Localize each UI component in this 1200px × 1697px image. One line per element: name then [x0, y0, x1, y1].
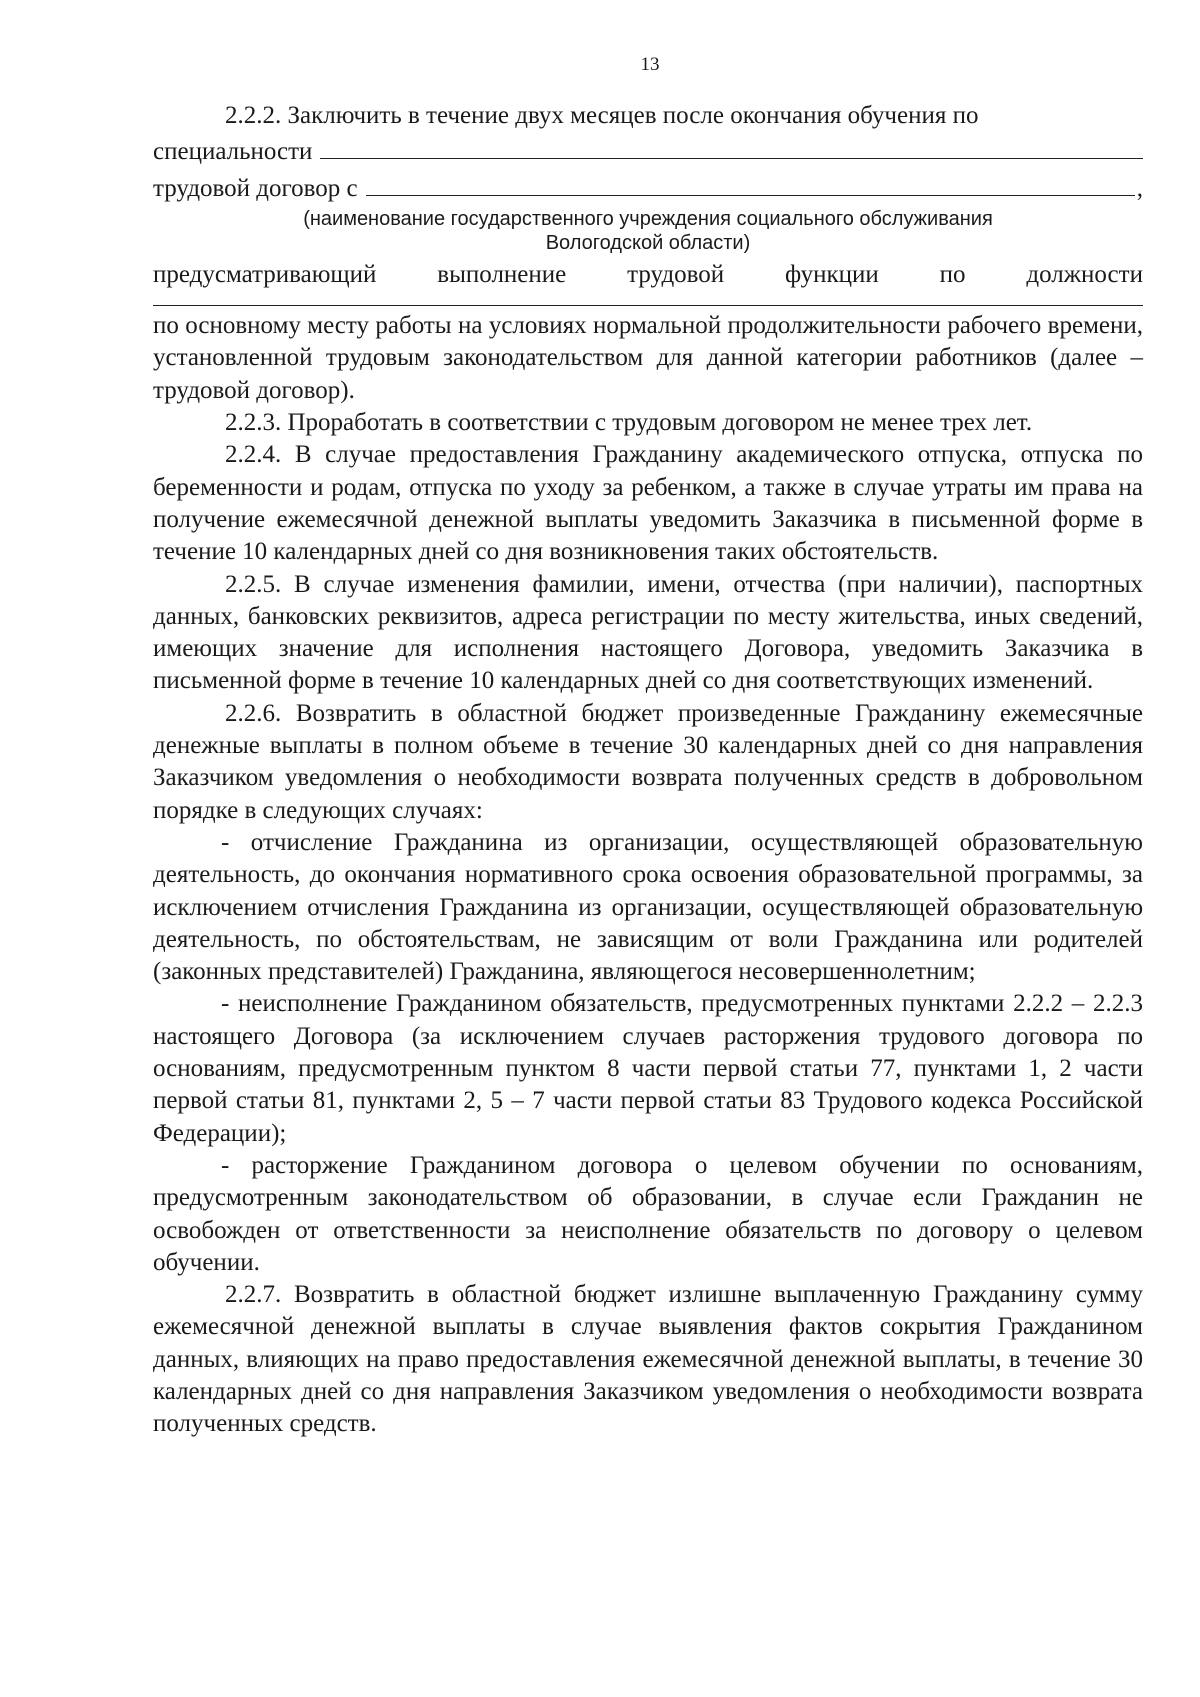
- contract-label: трудовой договор с: [153, 174, 358, 202]
- document-body: [153, 100, 1143, 1441]
- clause-2-2-6: 2.2.6. Возвратить в областной бюджет произведенные Гражданину ежемесячные денежные выплаты в полном объеме в течение 30 календарных дней со дня направления Заказчиком уведомления о необходимости возврата полученных средств в добровольном порядке в следующих случаях:: [153, 699, 1143, 824]
- clause-2-2-5: 2.2.5. В случае изменения фамилии, имени, отчества (при наличии), паспортных данных, банковских реквизитов, адреса регистрации по месту жительства, иных сведений, имеющих значение для исполнения настоящего Договора, уведомить Заказчика в письменной форме в течение 10 календарных дней со дня соответствующих изменений.: [153, 570, 1143, 695]
- specialty-label: специальности: [153, 138, 313, 166]
- position-word: предусматривающий: [153, 260, 377, 288]
- clause-2-2-3: 2.2.3. Проработать в соответствии с трудовым договором не менее трех лет.: [225, 409, 1033, 437]
- position-word: по: [939, 260, 966, 288]
- position-blank-line: [153, 291, 1143, 306]
- contract-row: [153, 169, 1143, 205]
- position-word: трудовой: [627, 260, 725, 288]
- specialty-row: [153, 132, 1143, 168]
- position-word: выполнение: [437, 260, 567, 288]
- position-row: [153, 259, 1143, 291]
- clause-2-2-2-lead: 2.2.2. Заключить в течение двух месяцев после окончания обучения по: [225, 102, 979, 129]
- institution-caption-text: (наименование государственного учреждения социального обслуживания Вологодской области): [303, 207, 993, 254]
- page-number: 13: [640, 54, 660, 75]
- contract-comma: ,: [1136, 174, 1143, 202]
- clause-2-2-6-case-expulsion: - отчисление Гражданина из организации, осуществляющей образовательную деятельность, до окончания нормативного срока освоения образовательной программы, за исключением отчисления Гражданина из организации, осуществляющей образовательную деятельность, по обстоятельствам, не зависящим от воли Гражданина или родителей (законных представителей) Гражданина, являющегося несовершеннолетним;: [153, 828, 1143, 986]
- clause-2-2-7: 2.2.7. Возвратить в областной бюджет излишне выплаченную Гражданину сумму ежемесячной денежной выплаты в случае выявления фактов сокрытия Гражданином данных, влияющих на право предоставления ежемесячной денежной выплаты, в течение 30 календарных дней со дня направления Заказчиком уведомления о необходимости возврата полученных средств.: [153, 1281, 1143, 1438]
- clause-2-2-4: 2.2.4. В случае предоставления Гражданину академического отпуска, отпуска по беременности и родам, отпуска по уходу за ребенком, а также в случае утраты им права на получение ежемесячной денежной выплаты уведомить Заказчика в письменной форме в течение 10 календарных дней со дня возникновения таких обстоятельств.: [153, 441, 1143, 566]
- clause-2-2-6-case-nonfulfillment: - неисполнение Гражданином обязательств, предусмотренных пунктами 2.2.2 – 2.2.3 настоящего Договора (за исключением случаев расторжения трудового договора по основаниям, предусмотренным пунктом 8 части первой статьи 77, пунктами 1, 2 части первой статьи 81, пунктами 2, 5 – 7 части первой статьи 83 Трудового кодекса Российской Федерации);: [153, 990, 1143, 1147]
- position-word: должности: [1026, 260, 1143, 288]
- specialty-blank-line: [320, 132, 1143, 159]
- institution-caption: [153, 207, 1143, 255]
- clause-2-2-2-continuation: по основному месту работы на условиях нормальной продолжительности рабочего времени, установленной трудовым законодательством для данной категории работников (далее – трудовой договор).: [153, 312, 1143, 404]
- position-word: функции: [785, 260, 879, 288]
- clause-2-2-6-case-termination: - расторжение Гражданином договора о целевом обучении по основаниям, предусмотренным законодательством об образовании, в случае если Гражданин не освобожден от ответственности за неисполнение обязательств по договору о целевом обучении.: [153, 1151, 1143, 1276]
- institution-blank-line: [366, 169, 1135, 196]
